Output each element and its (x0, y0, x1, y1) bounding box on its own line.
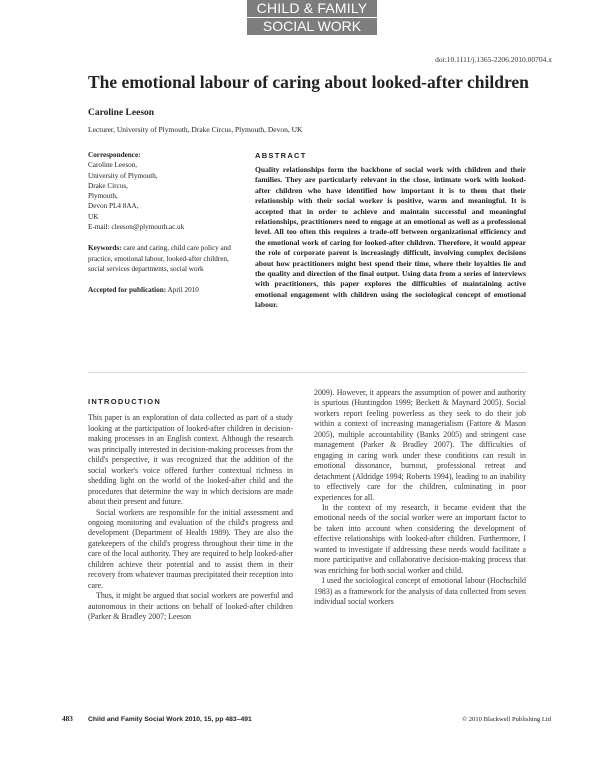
introduction-heading: INTRODUCTION (88, 397, 162, 406)
keywords-block (88, 243, 238, 274)
body-paragraph: Social workers are responsible for the initial assessment and ongoing monitoring and evaluation of the child's progress and development (Department of Health 1989). They are also the gatekeepers of the child's progress throughout their time in the care of the local authority. They are required to help looked-after children achieve their potential and to assist them in their recovery from whatever traumas precipitated their reception into care. (88, 507, 293, 590)
address-line: University of Plymouth, (88, 171, 158, 180)
copyright-notice: © 2010 Blackwell Publishing Ltd (462, 716, 551, 723)
correspondence-label: Correspondence: (88, 151, 141, 159)
journal-citation: Child and Family Social Work 2010, 15, pp 483–491 (88, 716, 252, 723)
article-title: The emotional labour of caring about looked-after children (88, 72, 529, 92)
doi-link[interactable]: doi:10.1111/j.1365-2206.2010.00704.x (435, 55, 552, 64)
journal-name-line1: CHILD & FAMILY (256, 0, 368, 16)
abstract-heading: ABSTRACT (255, 151, 307, 160)
page-number: 483 (62, 715, 73, 723)
abstract-text: Quality relationships form the backbone of social work with children and their families. They are particularly relevant in the close, intimate work with looked-after children who have identified how important it is to them that their relationship with their social worker is positive, warm and meaningful. It is accepted that in order to achieve and maintain successful and meaningful relationships, practitioners need to engage at an emotional as well as a professional level. All too often this requires a trade-off between organizational efficiency and the emotional work of caring for looked-after children. Therefore, it would appear the role of corporate parent is increasingly difficult, involving complex decisions about how practitioners might best spend their time, where their loyalties lie and the quality and direction of the final output. Using data from a series of interviews with practitioners, this paper explores the difficulties of maintaining active emotional engagement with children using the sociological concept of emotional labour. (255, 165, 526, 310)
address-line: UK (88, 212, 99, 221)
journal-name-line2: SOCIAL WORK (247, 17, 377, 35)
body-paragraph: I used the sociological concept of emotional labour (Hochschild 1983) as a framework for the analysis of data collected from seven individual social workers (314, 576, 526, 607)
author-name: Caroline Leeson (88, 108, 155, 118)
address-line: Plymouth, (88, 192, 118, 201)
article-sidebar (88, 150, 238, 296)
address-line: Caroline Leeson, (88, 161, 138, 170)
abstract-section (255, 151, 526, 311)
accepted-block (88, 285, 238, 295)
address-line: Devon PL4 8AA, (88, 202, 139, 211)
address-line: Drake Circus, (88, 181, 128, 190)
keywords-text: care and caring, child care policy and practice, emotional labour, looked-after children, social services departments, social work (88, 244, 231, 273)
email-address[interactable]: E-mail: cleeson@plymouth.ac.uk (88, 223, 185, 232)
body-column-right (314, 388, 526, 608)
body-paragraph: 2009). However, it appears the assumption of power and authority is spurious (Huntingdon 1999; Beckett & Maynard 2005). Social workers report feeling powerless as they seek to do their job within a context of increasing managerialism (Fattore & Mason 2005), multiple accountability (Banks 2005) and stringent case management (Parker & Bradley 2007). The difficulties of engaging in caring work under these conditions can result in emotional dissonance, burnout, professional retreat and detachment (Aldridge 1994; Roberts 1994), leading to an inability to effectively care for the children, culminating in poor experiences for all. (314, 388, 526, 502)
accepted-date: April 2010 (167, 286, 199, 295)
keywords-label: Keywords: (88, 244, 122, 253)
section-divider (88, 372, 526, 373)
body-column-left (88, 397, 293, 623)
body-paragraph: In the context of my research, it became evident that the emotional needs of the social worker were an important factor to be taken into account when considering the development of effective relationships with looked-after children. Furthermore, I wanted to investigate if addressing these needs would facilitate a more participative and collaborative decision-making process that was enriching for both social worker and child. (314, 502, 526, 575)
page-footer (0, 715, 595, 727)
body-paragraph: Thus, it might be argued that social workers are powerful and autonomous in their actions on behalf of looked-after children (Parker & Bradley 2007; Leeson (88, 591, 293, 622)
journal-banner (247, 0, 377, 35)
accepted-label: Accepted for publication: (88, 286, 167, 295)
author-affiliation: Lecturer, University of Plymouth, Drake Circus, Plymouth, Devon, UK (88, 125, 303, 134)
body-paragraph: This paper is an exploration of data collected as part of a study looking at the participation of looked-after children in decision-making processes in an English context. Although the research was principally interested in decision-making processes from the child's perspective, it was recognized that the addition of the social worker's voice offered further contextual richness in shedding light on the world of the looked-after child and the procedures that determine the way in which decisions are made about their present and future. (88, 413, 293, 507)
